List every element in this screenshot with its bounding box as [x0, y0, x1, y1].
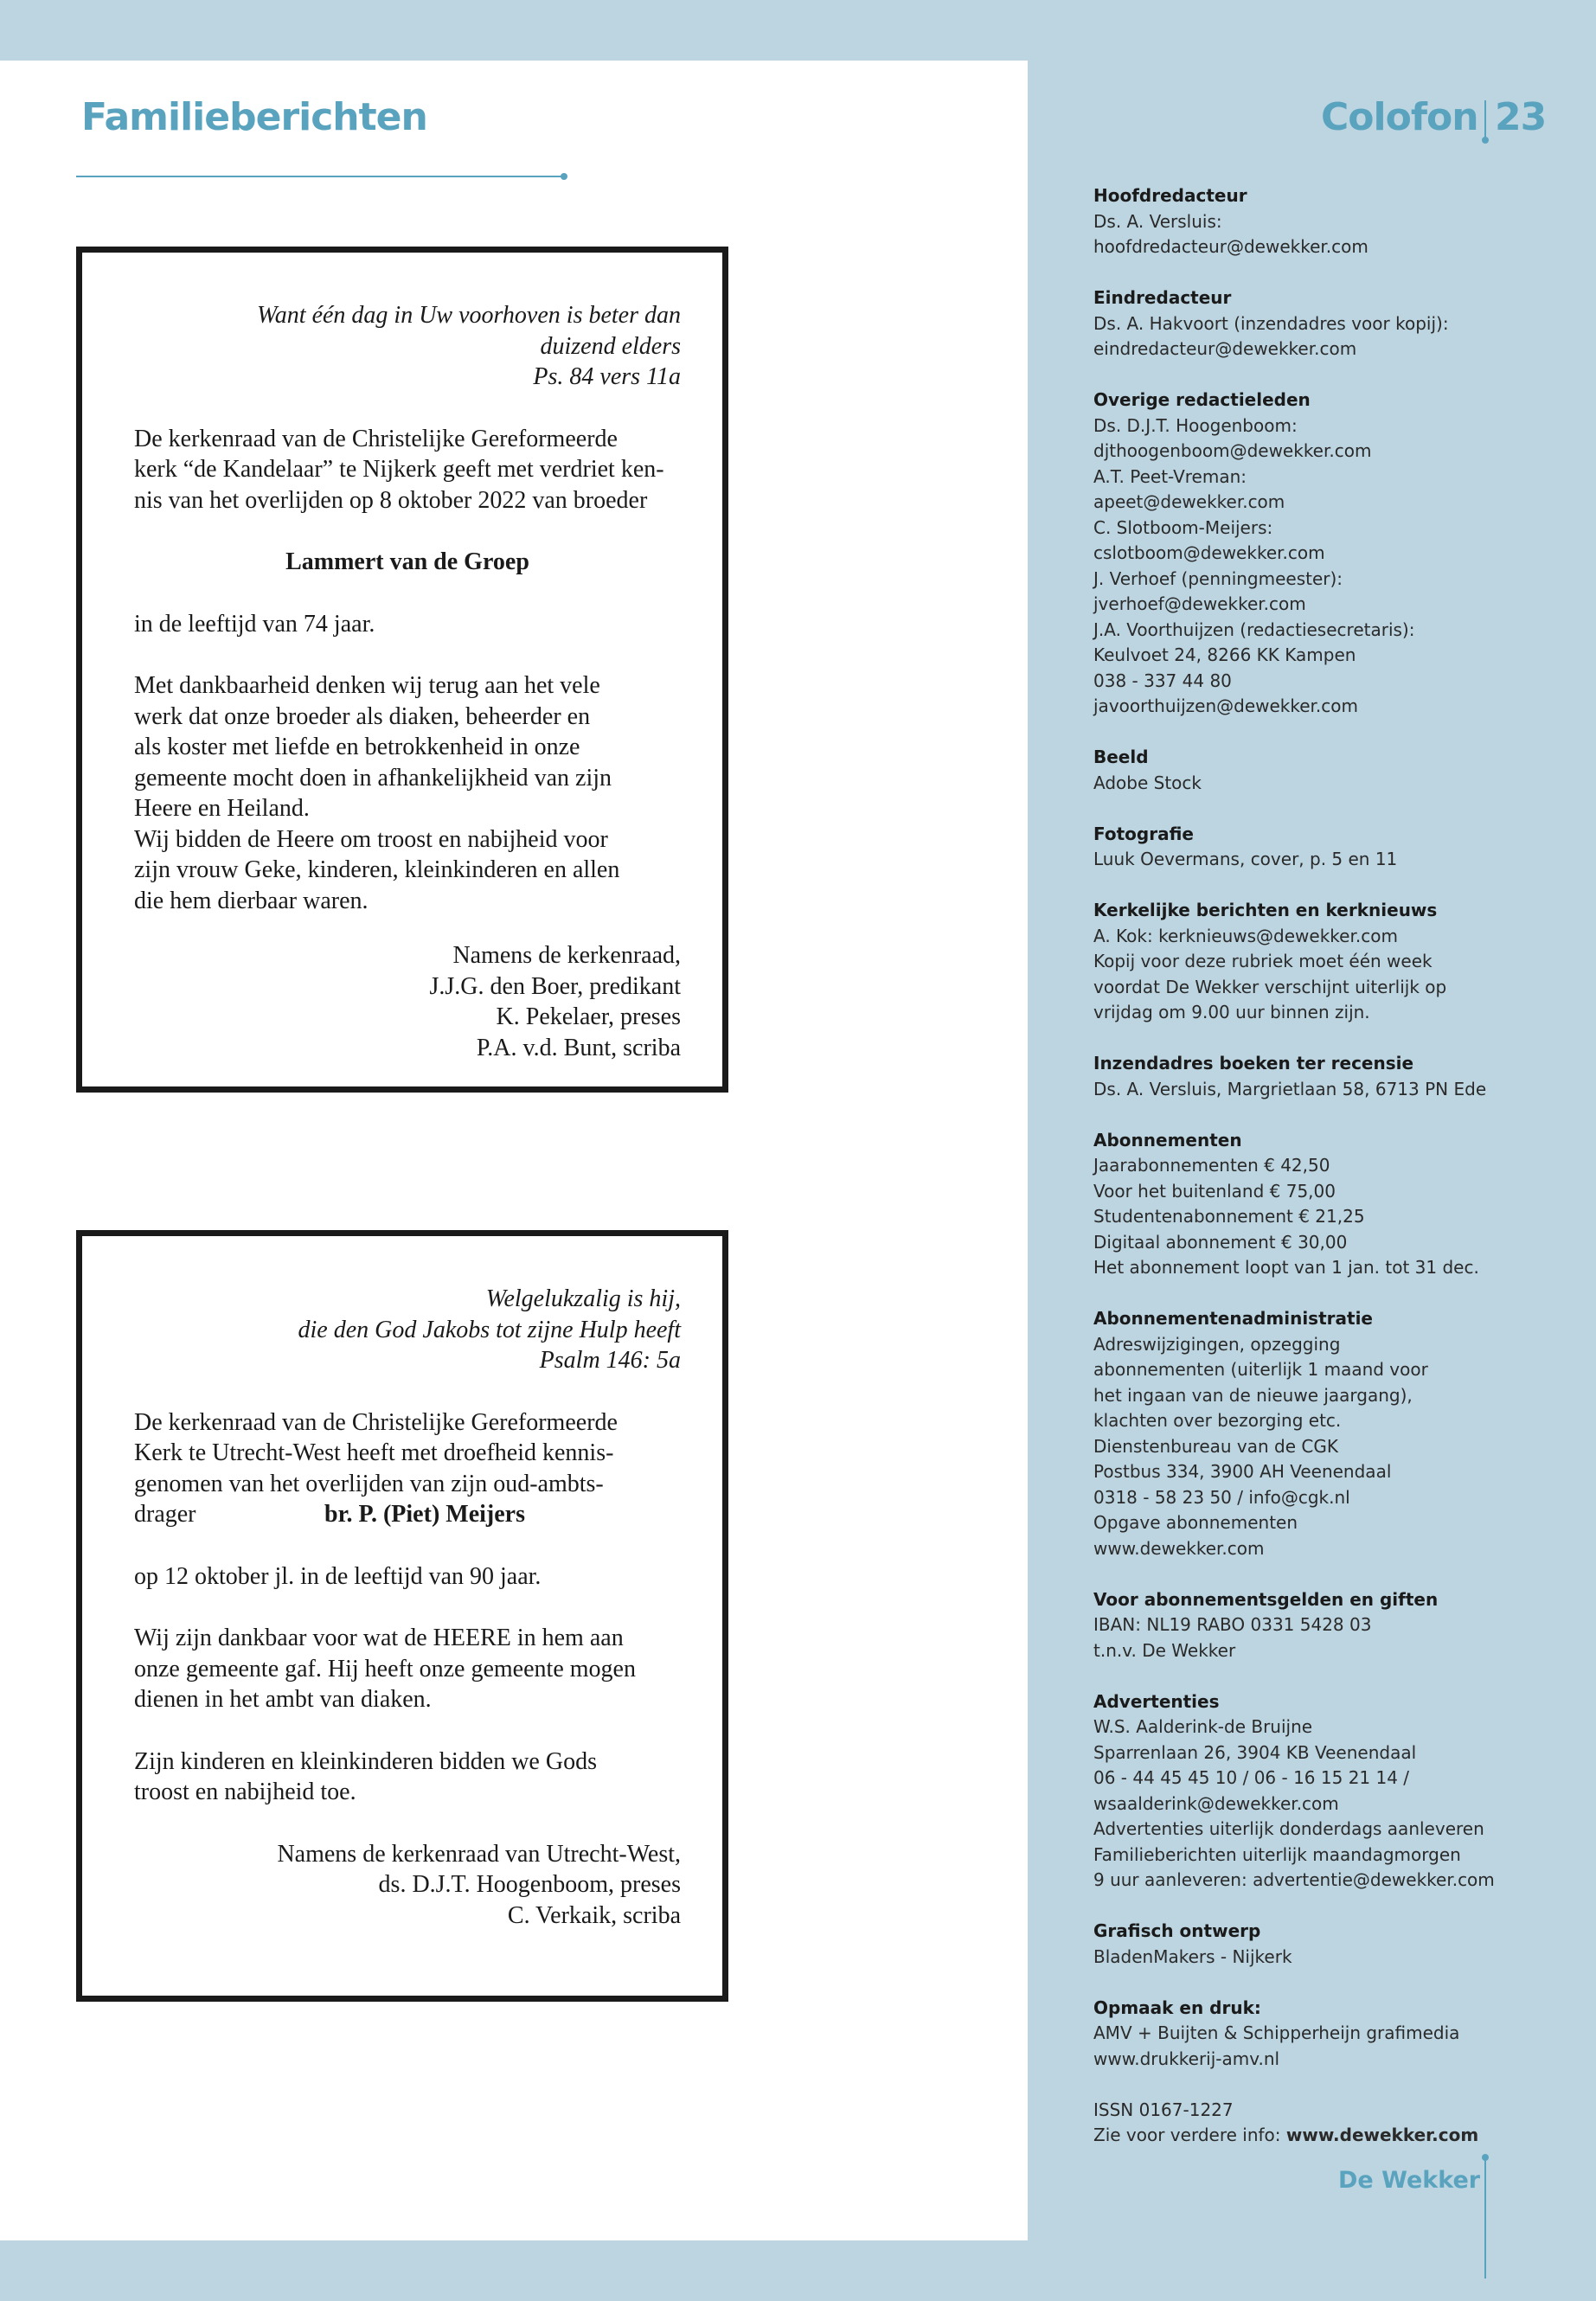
deceased-age: in de leeftijd van 74 jaar. [134, 610, 375, 638]
colofon-section [1093, 1919, 1561, 1970]
colofon-line: klachten over bezorging etc. [1093, 1410, 1342, 1431]
title-underline [76, 176, 564, 177]
divider-dot [1482, 137, 1489, 144]
colofon-section [1093, 1051, 1561, 1102]
deceased-name: Lammert van de Groep [285, 548, 529, 575]
colofon-line: Adreswijzigingen, opzegging [1093, 1333, 1341, 1355]
colofon-line: Advertenties uiterlijk donderdags aanleveren [1093, 1818, 1484, 1839]
notice-body: Wij zijn dankbaar voor wat de HEERE in hem aan onze gemeente gaf. Hij heeft onze gemeente mogen dienen in het ambt van diaken. [134, 1625, 636, 1713]
colofon-line: Keulvoet 24, 8266 KK Kampen [1093, 644, 1356, 665]
colofon-line: Voor het buitenland € 75,00 [1093, 1180, 1336, 1202]
colofon-section-heading: Overige redactieleden [1093, 389, 1311, 410]
notice-signature: Namens de kerkenraad van Utrecht-West, ds. D.J.T. Hoogenboom, preses C. Verkaik, scriba [277, 1840, 681, 1929]
colofon-line: W.S. Aalderink-de Bruijne [1093, 1716, 1313, 1737]
colofon-line: Ds. A. Versluis: [1093, 210, 1222, 232]
colofon-line: abonnementen (uiterlijk 1 maand voor [1093, 1359, 1428, 1380]
colofon-section-heading: Grafisch ontwerp [1093, 1920, 1261, 1941]
colofon-section [1093, 1306, 1561, 1561]
more-info [1093, 2123, 1561, 2149]
colofon-line: eindredacteur@dewekker.com [1093, 338, 1357, 359]
notice-signature: Namens de kerkenraad, J.J.G. den Boer, predikant K. Pekelaer, preses P.A. v.d. Bunt, scriba [429, 942, 681, 1061]
obituary-notice-van-de-groep [76, 247, 728, 1093]
colofon-line: BladenMakers - Nijkerk [1093, 1945, 1292, 1967]
colofon-section-heading: Inzendadres boeken ter recensie [1093, 1053, 1414, 1074]
colofon-line: AMV + Buijten & Schipperheijn grafimedia [1093, 2022, 1460, 2043]
underline-dot [561, 173, 567, 180]
colofon-line: Dienstenbureau van de CGK [1093, 1435, 1338, 1457]
colofon-section [1093, 1996, 1561, 2073]
colofon-line: Familieberichten uiterlijk maandagmorgen [1093, 1843, 1461, 1865]
colofon-line: 0318 - 58 23 50 / info@cgk.nl [1093, 1486, 1350, 1508]
colofon-line: IBAN: NL19 RABO 0331 5428 03 [1093, 1614, 1372, 1635]
colofon-line: Adobe Stock [1093, 772, 1202, 793]
page-title-colofon: Colofon [1321, 95, 1478, 139]
notice-body: Met dankbaarheid denken wij terug aan het vele werk dat onze broeder als diaken, beheerder en als koster met liefde en betrokkenheid in onze gemeente mocht doen in afhankelijkheid van zijn Heere en Heiland. Wij bidden de Heere om troost en nabijheid voor zijn vrouw Geke, kinderen, kleinkinderen en allen die hem dierbaar waren. [134, 672, 620, 914]
colofon-line: Het abonnement loopt van 1 jan. tot 31 dec. [1093, 1257, 1479, 1278]
colofon-line: Sparrenlaan 26, 3904 KB Veenendaal [1093, 1741, 1417, 1763]
colofon-line: Opgave abonnementen [1093, 1512, 1298, 1533]
colofon-section-heading: Fotografie [1093, 823, 1194, 844]
colofon-section-heading: Hoofdredacteur [1093, 185, 1247, 206]
colofon-line: 06 - 44 45 45 10 / 06 - 16 15 21 14 / [1093, 1767, 1410, 1788]
notice-intro: De kerkenraad van de Christelijke Gereformeerde Kerk te Utrecht-West heeft met droefheid kennis- genomen van het overlijden van zijn oud-ambts- drager [134, 1408, 618, 1528]
page-number: 23 [1495, 95, 1547, 139]
colofon-section [1093, 285, 1561, 362]
colofon-line: Ds. A. Hakvoort (inzendadres voor kopij): [1093, 312, 1449, 334]
colofon-section [1093, 1689, 1561, 1894]
colofon-section [1093, 388, 1561, 720]
deceased-age: op 12 oktober jl. in de leeftijd van 90 jaar. [134, 1562, 542, 1590]
colofon-line: Luuk Oevermans, cover, p. 5 en 11 [1093, 849, 1398, 869]
colofon-section [1093, 1587, 1561, 1664]
colofon-section-heading: Voor abonnementsgelden en giften [1093, 1588, 1439, 1610]
colofon-section-heading: Opmaak en druk: [1093, 1997, 1261, 2018]
colofon-line: Digitaal abonnement € 30,00 [1093, 1231, 1348, 1253]
website-link[interactable]: www.dewekker.com [1285, 2125, 1479, 2145]
colofon-section-heading: Kerkelijke berichten en kerknieuws [1093, 900, 1438, 920]
page-title-familieberichten: Familieberichten [81, 95, 427, 139]
footer-line [1484, 2157, 1486, 2279]
colofon-line: Studentenabonnement € 21,25 [1093, 1206, 1365, 1227]
colofon-line: djthoogenboom@dewekker.com [1093, 440, 1372, 461]
colofon-section [1093, 822, 1561, 873]
colofon-line: 9 uur aanleveren: advertentie@dewekker.com [1093, 1869, 1495, 1890]
obituary-notice-meijers [76, 1230, 728, 2002]
colofon-line: Postbus 334, 3900 AH Veenendaal [1093, 1461, 1392, 1482]
colofon-line: A. Kok: kerknieuws@dewekker.com [1093, 925, 1398, 946]
deceased-name: br. P. (Piet) Meijers [324, 1501, 525, 1528]
colofon-section [1093, 898, 1561, 1026]
colofon-line: cslotboom@dewekker.com [1093, 542, 1325, 563]
colofon-line: Kopij voor deze rubriek moet één week [1093, 951, 1433, 971]
footer-brand: De Wekker [1338, 2167, 1481, 2194]
colofon-list [1093, 183, 1561, 2149]
colofon-line: voordat De Wekker verschijnt uiterlijk op [1093, 976, 1447, 997]
colofon-line: vrijdag om 9.00 uur binnen zijn. [1093, 1002, 1370, 1022]
notice-intro: De kerkenraad van de Christelijke Gereformeerde kerk “de Kandelaar” te Nijkerk geeft met verdriet ken- nis van het overlijden op 8 oktober 2022 van broeder [134, 425, 664, 514]
colofon-line: J. Verhoef (penningmeester): [1093, 567, 1343, 589]
notice-verse: Want één dag in Uw voorhoven is beter dan duizend elders Ps. 84 vers 11a [257, 302, 681, 390]
colofon-line: J.A. Voorthuijzen (redactiesecretaris): [1093, 619, 1415, 640]
colofon-section [1093, 183, 1561, 260]
colofon-line: javoorthuijzen@dewekker.com [1093, 695, 1359, 716]
issn: ISSN 0167-1227 [1093, 2099, 1234, 2120]
notice-body-closing: Zijn kinderen en kleinkinderen bidden we Gods troost en nabijheid toe. [134, 1747, 597, 1805]
colofon-line: www.dewekker.com [1093, 1537, 1265, 1559]
colofon-line: t.n.v. De Wekker [1093, 1639, 1236, 1661]
colofon-line: Jaarabonnementen € 42,50 [1093, 1155, 1330, 1176]
colofon-line: www.drukkerij-amv.nl [1093, 2048, 1280, 2069]
colofon-section-heading: Beeld [1093, 747, 1149, 767]
colofon-line: apeet@dewekker.com [1093, 491, 1285, 512]
colofon-section-heading: Abonnementen [1093, 1129, 1242, 1150]
colofon-line: het ingaan van de nieuwe jaargang), [1093, 1384, 1413, 1406]
colofon-section [1093, 1128, 1561, 1281]
colofon-line: wsaalderink@dewekker.com [1093, 1792, 1339, 1814]
colofon-section [1093, 745, 1561, 796]
more-info-label: Zie voor verdere info: [1093, 2125, 1286, 2145]
colofon-line: jverhoef@dewekker.com [1093, 593, 1306, 614]
colofon-line: C. Slotboom-Meijers: [1093, 516, 1273, 538]
colofon-section-heading: Eindredacteur [1093, 287, 1232, 308]
colofon-section-heading: Advertenties [1093, 1690, 1220, 1712]
colofon-line: Ds. A. Versluis, Margrietlaan 58, 6713 PN Ede [1093, 1078, 1487, 1099]
colofon-line: Ds. D.J.T. Hoogenboom: [1093, 414, 1298, 436]
title-divider [1484, 100, 1486, 138]
notice-verse: Welgelukzalig is hij, die den God Jakobs tot zijne Hulp heeft Psalm 146: 5a [298, 1285, 681, 1374]
colofon-line: hoofdredacteur@dewekker.com [1093, 236, 1368, 257]
colofon-line: A.T. Peet-Vreman: [1093, 465, 1247, 487]
colofon-section-heading: Abonnementenadministratie [1093, 1308, 1373, 1329]
colofon-line: 038 - 337 44 80 [1093, 670, 1232, 691]
